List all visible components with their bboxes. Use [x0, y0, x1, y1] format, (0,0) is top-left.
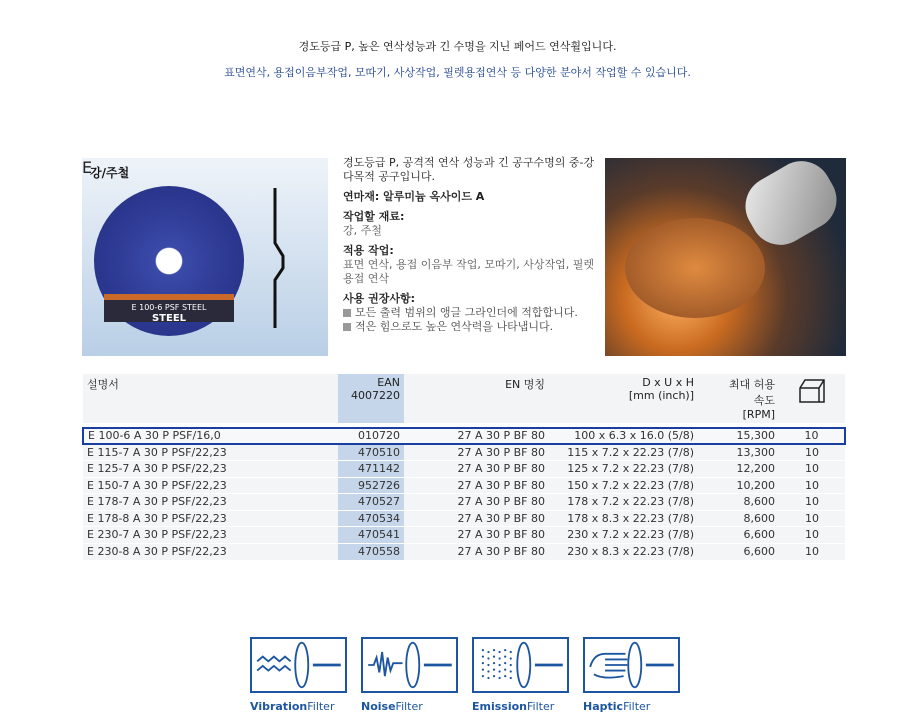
cell-package: 10 [779, 527, 845, 544]
cell-en: 27 A 30 P BF 80 [404, 543, 549, 560]
cell-dimensions: 230 x 8.3 x 22.23 (7/8) [549, 543, 698, 560]
cell-desc: E 100-6 A 30 P PSF/16,0 [83, 428, 338, 445]
material: 강, 주철 [343, 224, 382, 237]
cell-ean: 470558 [338, 543, 404, 560]
haptic-icon [583, 637, 680, 693]
cell-package: 10 [779, 494, 845, 511]
filter-label: NoiseFilter [361, 700, 423, 713]
summary: 경도등급 P, 공격적 연삭 성능과 긴 공구수명의 중-강 다목적 공구입니다. [343, 156, 595, 183]
cell-ean: 952726 [338, 477, 404, 494]
cell-ean: 471142 [338, 461, 404, 478]
noise-icon [361, 637, 458, 693]
recommendation: 적은 힘으로도 높은 연삭력을 나타냅니다. [343, 320, 595, 334]
intro-line-1: 경도등급 P, 높은 연삭성능과 긴 수명을 지닌 페어드 연삭휠입니다. [298, 40, 617, 53]
filter-features [250, 637, 680, 713]
package-box-icon [797, 376, 827, 406]
cell-en: 27 A 30 P BF 80 [404, 444, 549, 461]
cell-desc: E 125-7 A 30 P PSF/22,23 [83, 461, 338, 478]
cell-desc: E 178-7 A 30 P PSF/22,23 [83, 494, 338, 511]
cell-dimensions: 178 x 8.3 x 22.23 (7/8) [549, 510, 698, 527]
cell-dimensions: 230 x 7.2 x 22.23 (7/8) [549, 527, 698, 544]
table-row[interactable] [83, 477, 845, 494]
grinding-disc-image [94, 186, 244, 336]
grinder-photo [605, 158, 846, 356]
table-row[interactable] [83, 428, 845, 445]
cell-rpm: 15,300 [698, 428, 779, 445]
material-label: 강/주철 [90, 166, 130, 180]
cell-desc: E 150-7 A 30 P PSF/22,23 [83, 477, 338, 494]
header-package [779, 374, 845, 424]
recommendation: 모든 출력 범위의 앵글 그라인더에 적합합니다. [343, 306, 595, 320]
cell-desc: E 178-8 A 30 P PSF/22,23 [83, 510, 338, 527]
emission-icon [472, 637, 569, 693]
cell-package: 10 [779, 477, 845, 494]
table-row[interactable] [83, 444, 845, 461]
disc-profile-icon [272, 188, 286, 328]
cell-rpm: 6,600 [698, 543, 779, 560]
cell-desc: E 230-7 A 30 P PSF/22,23 [83, 527, 338, 544]
table-row[interactable] [83, 461, 845, 478]
intro-line-2: 표면연삭, 용접이음부작업, 모따기, 사상작업, 필렛용접연삭 등 다양한 분야서 작업할 수 있습니다. [224, 66, 691, 79]
cell-ean: 470541 [338, 527, 404, 544]
recommend-heading: 사용 권장사항: [343, 292, 415, 305]
cell-rpm: 8,600 [698, 494, 779, 511]
disc-text-steel: STEEL [151, 313, 187, 324]
header-ean: EAN 4007220 [338, 374, 404, 424]
cell-dimensions: 100 x 6.3 x 16.0 (5/8) [549, 428, 698, 445]
filter-emission [472, 637, 569, 713]
product-image [82, 158, 328, 356]
application: 표면 연삭, 용접 이음부 작업, 모따기, 사상작업, 필렛 용접 연삭 [343, 258, 594, 285]
cell-en: 27 A 30 P BF 80 [404, 510, 549, 527]
cell-package: 10 [779, 444, 845, 461]
cell-ean: 470534 [338, 510, 404, 527]
cell-package: 10 [779, 510, 845, 527]
header-dimensions: D x U x H [mm (inch)] [549, 374, 698, 424]
vibration-icon [250, 637, 347, 693]
cell-rpm: 6,600 [698, 527, 779, 544]
cell-package: 10 [779, 428, 845, 445]
cell-desc: E 115-7 A 30 P PSF/22,23 [83, 444, 338, 461]
cell-dimensions: 115 x 7.2 x 22.23 (7/8) [549, 444, 698, 461]
cell-en: 27 A 30 P BF 80 [404, 477, 549, 494]
cell-dimensions: 125 x 7.2 x 22.23 (7/8) [549, 461, 698, 478]
filter-label: EmissionFilter [472, 700, 555, 713]
cell-en: 27 A 30 P BF 80 [404, 461, 549, 478]
cell-ean: 010720 [338, 428, 404, 445]
cell-dimensions: 178 x 7.2 x 22.23 (7/8) [549, 494, 698, 511]
cell-rpm: 12,200 [698, 461, 779, 478]
filter-noise [361, 637, 458, 713]
disc-text: E 100-6 PSF STEEL [131, 303, 207, 312]
cell-dimensions: 150 x 7.2 x 22.23 (7/8) [549, 477, 698, 494]
application-heading: 적용 작업: [343, 244, 394, 257]
profile-label: E [82, 158, 93, 177]
cell-ean: 470510 [338, 444, 404, 461]
cell-en: 27 A 30 P BF 80 [404, 494, 549, 511]
filter-label: HapticFilter [583, 700, 651, 713]
product-description [343, 156, 595, 334]
table-row[interactable] [83, 527, 845, 544]
table-row[interactable] [83, 510, 845, 527]
cell-package: 10 [779, 543, 845, 560]
cell-ean: 470527 [338, 494, 404, 511]
product-table [82, 374, 846, 560]
table-row[interactable] [83, 494, 845, 511]
cell-en: 27 A 30 P BF 80 [404, 527, 549, 544]
cell-en: 27 A 30 P BF 80 [404, 428, 549, 445]
material-heading: 작업할 재료: [343, 210, 405, 223]
cell-rpm: 8,600 [698, 510, 779, 527]
filter-vibration [250, 637, 347, 713]
abrasive: 연마재: 알루미늄 옥사이드 A [343, 190, 485, 203]
header-rpm: 최대 허용 속도 [RPM] [698, 374, 779, 424]
filter-haptic [583, 637, 680, 713]
cell-package: 10 [779, 461, 845, 478]
cell-rpm: 13,300 [698, 444, 779, 461]
header-en: EN 명칭 [404, 374, 549, 424]
cell-desc: E 230-8 A 30 P PSF/22,23 [83, 543, 338, 560]
header-desc: 설명서 [83, 374, 338, 424]
table-row[interactable] [83, 543, 845, 560]
filter-label: VibrationFilter [250, 700, 335, 713]
cell-rpm: 10,200 [698, 477, 779, 494]
